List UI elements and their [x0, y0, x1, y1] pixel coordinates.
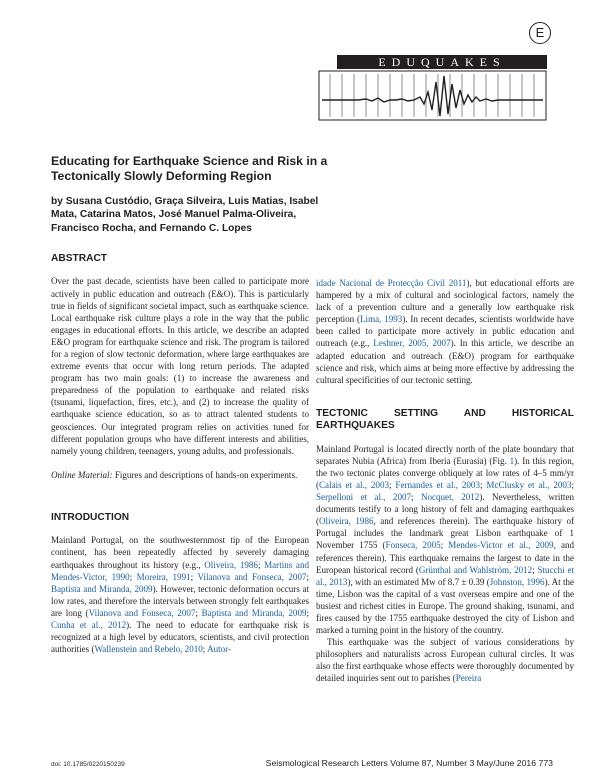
citation-link[interactable]: Vilanova and Fonseca, 2007 — [197, 571, 307, 582]
citation-link[interactable]: Lima, 1993 — [360, 314, 403, 325]
text-run: ; — [195, 607, 202, 618]
right-column — [316, 277, 574, 685]
text-run: ). In this region, the two tectonic plates converge obliquely at low rates of 4–5 mm/yr ( — [316, 455, 574, 490]
author-list: by Susana Custódio, Graça Silveira, Luis Matias, Isabel Mata, Catarina Matos, José Manuel Palma-Oliveira, Francisco Rocha, and Fernando C. Lopes — [51, 196, 319, 234]
text-run: ; — [306, 571, 310, 582]
text-run: ; — [202, 644, 208, 655]
text-run: ). Nevertheless, written documents testify to a long history of felt and damaging earthquakes ( — [316, 492, 574, 527]
citation-link[interactable]: Wallenstein and Rebelo, 2010 — [94, 644, 203, 655]
citation-link[interactable]: Pereira — [455, 673, 482, 684]
citation-link[interactable]: Serpelloni et al., 2007 — [316, 492, 412, 503]
citation-link[interactable]: idade Nacional de Protecção Civil 2011 — [316, 278, 467, 288]
text-run: This earthquake was the subject of various considerations by philosophers and naturalists across European cultural circles. It was also the first earthquake whose effects were thoroughly documented by detailed inquiries sent out to parishes ( — [316, 637, 574, 684]
text-run: ; — [190, 571, 198, 582]
introduction-heading: INTRODUCTION — [51, 511, 130, 523]
introduction-paragraph — [51, 534, 309, 655]
text-run: , and references therein). The earthquake history of Portugal includes the landmark great Lisbon earthquake of 1 November 1755 ( — [316, 516, 574, 551]
text-run: ; — [306, 607, 310, 618]
figure-link[interactable]: 1 — [509, 455, 515, 466]
text-run: ). The need to educate for earthquake risk is recognized at a high level by educators, scientists, and civil protection authorities ( — [51, 619, 309, 655]
abstract-heading: ABSTRACT — [51, 253, 108, 264]
text-run: ; — [389, 479, 396, 490]
text-run: ). However, tectonic deformation occurs at low rates, and therefore the intervals between strongly felt earthquakes are long ( — [51, 583, 309, 618]
text-run: ; — [571, 479, 574, 490]
text-run: , and references therein). This earthquake remains the largest to date in the European historical record ( — [316, 540, 575, 575]
tectonic-paragraph-2 — [316, 636, 574, 684]
citation-link[interactable]: Leshner, 2005, 2007 — [373, 338, 451, 349]
eduquakes-banner: EDUQUAKES — [337, 55, 547, 69]
citation-link[interactable]: Moreira, 1991 — [136, 571, 191, 582]
tectonic-paragraph — [316, 443, 574, 637]
text-run: Mainland Portugal, on the southwesternmost tip of the European continent, has been repeatedly affected by severely damaging earthquakes throughout its history (e.g., — [51, 535, 309, 570]
journal-footer: Seismological Research Letters Volume 87, Number 3 May/June 2016 773 — [265, 758, 553, 768]
left-column — [51, 253, 309, 655]
citation-link[interactable]: McClusky et al., 2003 — [486, 479, 572, 490]
citation-link[interactable]: Johnston, 1996 — [489, 576, 545, 587]
text-run: ). In this article, we describe an adapted education and outreach (E&O) program for earthquake science and risk, which aims at being more effective by addressing the cultural specificities of our tectonic setting. — [316, 338, 574, 385]
seismogram-icon — [318, 70, 547, 121]
text-run: ; — [257, 559, 265, 570]
introduction-continued — [316, 277, 574, 386]
text-run: ; — [532, 564, 538, 575]
text-run: ), but educational efforts are hampered by a mix of cultural and sociological factors, namely the lack of a prevention culture and a generally low earthquake risk perception ( — [316, 278, 574, 325]
citation-link[interactable]: Grünthal and Wahlström, 2012 — [418, 564, 533, 575]
citation-link[interactable]: Fernandes et al., 2003 — [395, 479, 480, 490]
text-run: ). At the time, Lisbon was the capital of a vast overseas empire and one of the busiest and richest cities in Europe. The ground shaking, tsunami, and fires caused by the 1755 earthquake destroyed the city of Lisbon and marked a turning point in the history of the country. — [316, 576, 574, 636]
doi: doi: 10.1785/0220150239 — [51, 761, 125, 768]
text-run: ; — [129, 571, 137, 582]
citation-link[interactable]: Baptista and Miranda, 2009 — [51, 583, 153, 594]
citation-link[interactable]: Autor- — [207, 644, 232, 655]
text-run: ), with an estimated Mw of 8.7 ± 0.39 ( — [347, 576, 490, 587]
text-run: ; — [411, 492, 421, 503]
citation-link[interactable]: Nocquet, 2012 — [420, 492, 480, 503]
citation-link[interactable]: Martins and Mendes-Victor, 1990 — [51, 559, 309, 582]
citation-link[interactable]: Mendes-Victor et al., 2009 — [448, 540, 554, 551]
online-material-text: Figures and descriptions of hands-on experiments. — [112, 469, 298, 480]
online-material — [51, 469, 309, 481]
citation-link[interactable]: Cunha et al., 2012 — [51, 619, 127, 630]
electronic-supplement-badge: E — [529, 22, 551, 44]
text-run: ; — [440, 540, 449, 551]
text-run: ). In recent decades, scientists worldwide have been called to participate more actively in public education and outreach (e.g., — [316, 314, 574, 349]
abstract-text: Over the past decade, scientists have been called to participate more actively in public education and outreach (E&O). This is particularly true in fields of significant societal impact, such as earthquake science. Local earthquake risk culture plays a role in the way that the public engages in educational efforts. In this article, we describe an adapted E&O program for earthquake science and risk. The program is tailored for a region of slow tectonic deformation, where large earthquakes are extreme events that occur with long return periods. The adapted program has two main goals: (1) to increase the awareness and preparedness of the population to earthquake and related risks (tsunami, liquefaction, fires, etc.), and (2) to increase the quality of earthquake science education, so as to attract talented students to geosciences. Our integrated program relies on activities tuned for different population groups who have different interests and abilities, namely young children, teenagers, young adults, and professionals. — [51, 276, 309, 456]
citation-link[interactable]: Stucchi et al., 2013 — [316, 564, 574, 587]
citation-link[interactable]: Vilanova and Fonseca, 2007 — [88, 607, 196, 618]
article-title: Educating for Earthquake Science and Risk in a Tectonically Slowly Deforming Region — [51, 154, 328, 183]
tectonic-setting-heading: TECTONIC SETTING AND HISTORICAL EARTHQUAKES — [316, 407, 574, 432]
citation-link[interactable]: Fonseca, 2005 — [385, 540, 441, 551]
text-run: ; — [479, 479, 487, 490]
citation-link[interactable]: Calais et al., 2003 — [319, 479, 389, 490]
online-material-label: Online Material: — [51, 469, 113, 480]
citation-link[interactable]: Oliveira, 1986 — [204, 559, 258, 570]
text-run: Mainland Portugal is located directly north of the plate boundary that separates Nubia (Africa) from Iberia (Eurasia) (Fig. — [316, 443, 574, 466]
citation-link[interactable]: Oliveira, 1986 — [319, 516, 374, 527]
citation-link[interactable]: Baptista and Miranda, 2009 — [201, 607, 307, 618]
